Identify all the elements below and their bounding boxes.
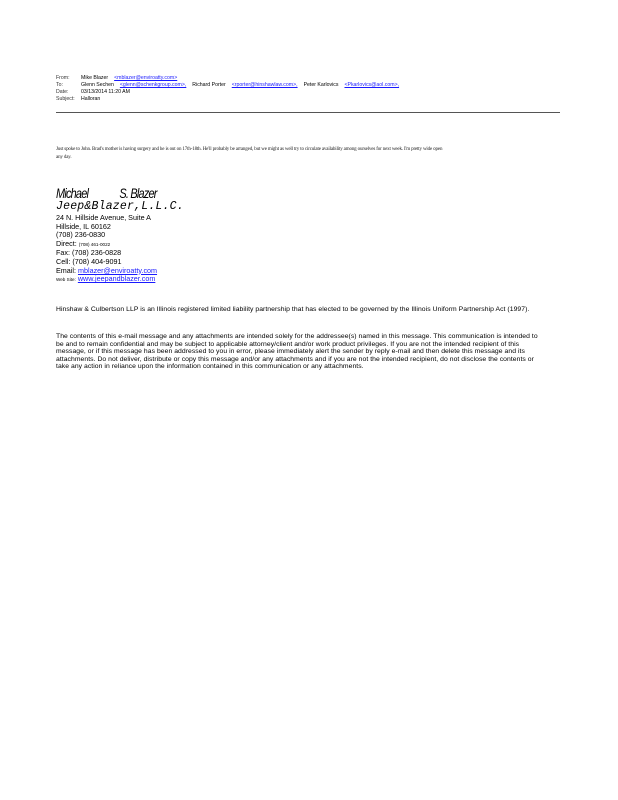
subject-row [56,96,556,103]
signature-email-link[interactable]: mblazer@enviroatty.com [77,265,158,275]
date-row [56,89,556,96]
disclaimer-llp: Hinshaw & Culbertson LLP is an Illinois registered limited liability partnership that has elected to be governed by the Illinois Uniform Partnership Act (1997). [56,306,530,313]
to-2-email-link[interactable]: <rporter@hinshawlaw.com>, [231,81,298,88]
to-2-name: Richard Porter [192,81,226,88]
signature-web-label: Web Site: [56,277,76,283]
signature-firm: Jeep&Blazer,L.L.C. [56,200,184,213]
signature-direct-value: (708) 461-0022 [78,241,111,247]
email-header [56,75,556,103]
from-row [56,75,556,82]
to-3-name: Peter Karlovics [303,81,339,88]
signature-last-name: S. Blazer [119,185,157,201]
from-label: From: [56,75,70,81]
signature-web [56,275,356,285]
header-divider [56,112,560,113]
signature-address-2: Hillside, IL 60162 [56,221,111,231]
from-email-link[interactable]: <mblazer@enviroatty.com> [114,75,178,81]
signature-fax: Fax: (708) 236-0828 [56,248,122,258]
from-name: Mike Blazer [81,75,109,81]
signature-email-label: Email: [56,265,76,275]
signature-name [56,186,290,201]
signature-cell: Cell: (708) 404-9091 [56,256,122,266]
disclaimer-confidentiality: The contents of this e-mail message and any attachments are intended solely for the addressee(s) named in this message. This communication is intended to be and to remain confidential and may be subject to applicable attorney/client and/or work product privileges. If you are not the intended recipient of this message, or if this message has been addressed to you in error, please immediately alert the sender by reply e-mail and then delete this message and its attachments. Do not deliver, distribute or copy this message and/or any attachments and if you are not the intended recipient, do not disclose the contents or take any action in reliance upon the information contained in this communication or any attachments. [56,333,538,371]
to-row [56,82,556,89]
date-label: Date: [56,88,69,95]
message-body: Just spoke to John. Brad's mother is having surgery and he is out on 17th-18th. He'll probably be arranged, but we might as well try to circulate availability among ourselves for next week. I'm pretty wide open any day. [56,147,443,160]
signature-direct-label: Direct: [56,238,77,248]
to-label: To: [56,81,63,88]
signature-web-link[interactable]: www.jeepandblazer.com [77,274,156,284]
to-1-email-link[interactable]: <glenn@schenkgroup.com>, [119,81,187,88]
signature-block [56,186,356,285]
to-1-name: Glenn Sechen [81,81,114,88]
subject-label: Subject: [56,95,75,102]
signature-first-name: Michael [56,185,89,201]
to-3-email-link[interactable]: <Pkarlovics@aol.com>, [344,81,400,88]
signature-phone: (708) 236-0830 [56,230,106,240]
date-value: 03/13/2014 11:20 AM [81,88,130,95]
signature-address-1: 24 N. Hillside Avenue, Suite A [56,213,151,222]
subject-value: Halloran [81,95,101,102]
